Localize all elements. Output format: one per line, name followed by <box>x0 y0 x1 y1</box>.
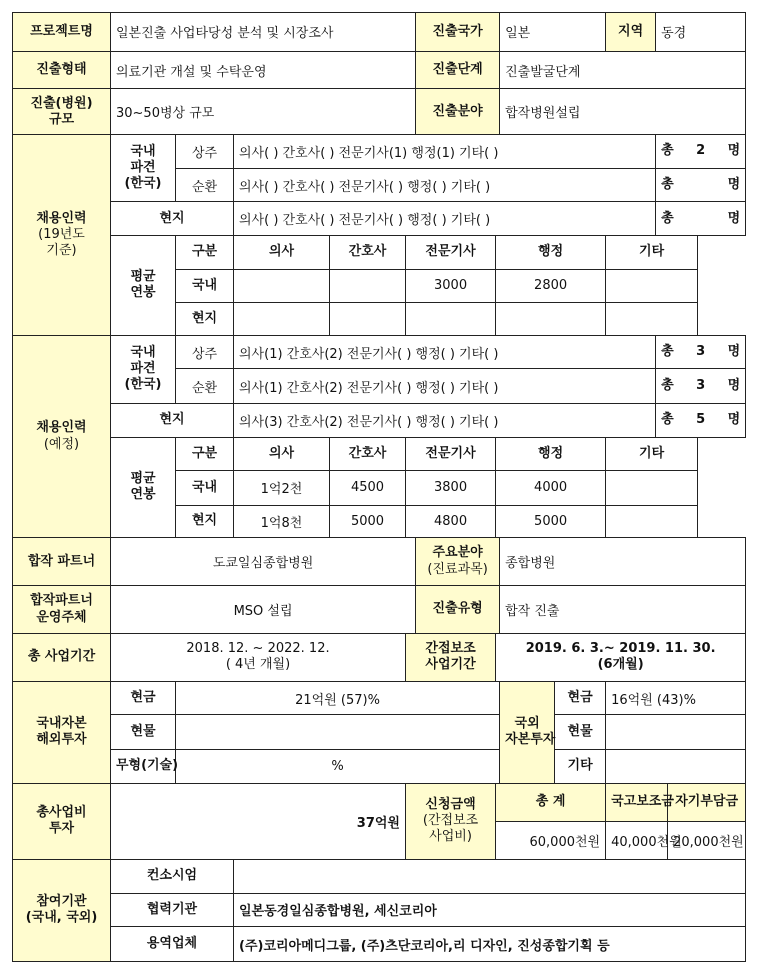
salary-header-other: 기타 <box>606 235 698 269</box>
staff2019-local-text: 의사( ) 간호사( ) 전문기사( ) 행정( ) 기타( ) <box>234 202 656 236</box>
operator-label-line1: 합작파트너 <box>30 593 93 609</box>
f-cash-value: 16억원 (43)% <box>606 681 746 715</box>
salary-label-line2: 연봉 <box>130 487 156 503</box>
intangible-value: % <box>176 750 500 784</box>
partner-label: 합작 파트너 <box>13 538 111 586</box>
operator-label-line2: 운영주체 <box>36 609 87 625</box>
project-name-label: 프로젝트명 <box>13 13 111 52</box>
salary-cell-doctor <box>234 269 330 303</box>
salary-cell-nurse: 4500 <box>330 471 406 506</box>
period-value <box>111 633 406 681</box>
entry-stage-label: 진출단계 <box>416 51 500 89</box>
salary-cell-nurse <box>330 269 406 303</box>
cash-value: 21억원 (57)% <box>176 681 500 715</box>
staff2019-resident-text: 의사( ) 간호사( ) 전문기사(1) 행정(1) 기타( ) <box>234 135 656 169</box>
staffplan-domestic-line3: (한국) <box>124 377 162 393</box>
staff2019-resident-label: 상주 <box>176 135 234 169</box>
staff2019-rotation-text: 의사( ) 간호사( ) 전문기사( ) 행정( ) 기타( ) <box>234 168 656 202</box>
f-other-value <box>606 750 746 784</box>
total-prefix: 총 <box>661 210 674 226</box>
salary-row-label: 현지 <box>176 303 234 336</box>
staffplan-salary-label <box>111 437 176 538</box>
staff2019-domestic-line1: 국내 <box>130 143 156 159</box>
support-period-label <box>406 633 496 681</box>
salary-header-technician: 전문기사 <box>406 235 496 269</box>
period-value-line2: ( 4년 개월) <box>225 657 291 673</box>
country-value: 일본 <box>500 13 606 52</box>
staffplan-rotation-text: 의사(1) 간호사(2) 전문기사( ) 행정( ) 기타( ) <box>234 369 656 404</box>
gov-subsidy-value: 40,000천원 <box>606 822 668 860</box>
entry-field-value: 합작병원설립 <box>500 89 746 135</box>
total-unit: 명 <box>727 412 741 428</box>
salary-cell-technician: 3800 <box>406 471 496 506</box>
service-value: (주)코리아메디그룹, (주)츠단코리아,리 디자인, 진성종합기획 등 <box>234 927 746 962</box>
row-entry-type <box>13 51 746 89</box>
scale-label <box>13 89 111 135</box>
salary-label-line2: 연봉 <box>130 285 156 301</box>
staffplan-label-line2: (예정) <box>43 436 80 452</box>
period-value-line1: 2018. 12. ~ 2022. 12. <box>186 640 330 656</box>
staff2019-label-line2: (19년도 <box>38 226 85 242</box>
scale-label-line2: 규모 <box>48 111 75 127</box>
gov-subsidy-label: 국고보조금 <box>606 783 668 822</box>
apply-label-line2: (간접보조 <box>422 813 479 829</box>
staffplan-rotation-total <box>656 369 746 404</box>
main-field-label-line2: (진료과목) <box>427 561 488 577</box>
staff2019-salary-header-row <box>13 235 746 269</box>
invest-cash-row <box>13 681 746 715</box>
salary-cell-admin <box>496 303 606 336</box>
staffplan-section-label <box>13 335 111 538</box>
country-label: 진출국가 <box>416 13 500 52</box>
operator-label <box>13 586 111 634</box>
support-period-value-line1: 2019. 6. 3.~ 2019. 11. 30. <box>525 641 716 657</box>
main-field-label <box>416 538 500 586</box>
salary-row-label: 현지 <box>176 505 234 538</box>
operator-value: MSO 설립 <box>111 586 416 634</box>
total-num: 3 <box>696 343 706 359</box>
org-consortium-row <box>13 859 746 893</box>
goods-value <box>176 715 500 750</box>
total-num: 2 <box>696 143 706 159</box>
salary-header-doctor: 의사 <box>234 235 330 269</box>
salary-cell-doctor <box>234 303 330 336</box>
total-num: 3 <box>696 377 706 393</box>
support-period-label-line1: 간접보조 <box>425 641 476 657</box>
domestic-invest-label-line1: 국내자본 <box>36 715 87 731</box>
salary-header-nurse: 간호사 <box>330 437 406 471</box>
staffplan-local-text: 의사(3) 간호사(2) 전문기사( ) 행정( ) 기타( ) <box>234 403 656 437</box>
staffplan-domestic-line2: 파견 <box>130 361 156 377</box>
salary-cell-nurse: 5000 <box>330 505 406 538</box>
salary-header-admin: 행정 <box>496 437 606 471</box>
staff2019-section-label <box>13 135 111 336</box>
salary-cell-other <box>606 303 698 336</box>
staffplan-domestic-label <box>111 335 176 403</box>
salary-cell-doctor: 1억8천 <box>234 505 330 538</box>
staffplan-resident-row <box>13 335 746 369</box>
org-service-row <box>13 927 746 962</box>
service-label: 용역업체 <box>111 927 234 962</box>
invest-goods-row <box>13 715 746 750</box>
salary-cell-technician <box>406 303 496 336</box>
staff2019-local-label: 현지 <box>111 202 234 236</box>
main-field-value: 종합병원 <box>500 538 746 586</box>
staffplan-resident-text: 의사(1) 간호사(2) 전문기사( ) 행정( ) 기타( ) <box>234 335 656 369</box>
entry-type-label: 진출유형 <box>416 586 500 634</box>
sum-value: 60,000천원 <box>496 822 606 860</box>
row-period <box>13 633 746 681</box>
salary-cell-admin: 2800 <box>496 269 606 303</box>
sum-label: 총 계 <box>496 783 606 822</box>
period-label: 총 사업기간 <box>13 633 111 681</box>
total-num: 5 <box>696 412 706 428</box>
salary-header-admin: 행정 <box>496 235 606 269</box>
staffplan-local-total <box>656 403 746 437</box>
staff2019-label-line1: 채용인력 <box>36 210 87 226</box>
entry-field-label: 진출분야 <box>416 89 500 135</box>
salary-cell-admin: 5000 <box>496 505 606 538</box>
salary-cell-technician: 3000 <box>406 269 496 303</box>
consortium-value <box>234 859 746 893</box>
budget-label-line1: 총사업비 <box>36 805 87 821</box>
row-project-name <box>13 13 746 52</box>
orgs-label <box>13 859 111 961</box>
staffplan-local-label: 현지 <box>111 403 234 437</box>
salary-cell-other <box>606 471 698 506</box>
staff2019-label-line3: 기준) <box>46 243 77 259</box>
total-unit: 명 <box>727 143 741 159</box>
salary-cell-admin: 4000 <box>496 471 606 506</box>
domestic-invest-label-line2: 해외투자 <box>36 732 87 748</box>
region-label: 지역 <box>606 13 656 52</box>
f-goods-label: 현물 <box>555 715 606 750</box>
main-field-label-line1: 주요분야 <box>432 545 483 561</box>
foreign-invest-label-line2: 자본투자 <box>505 732 556 748</box>
total-unit: 명 <box>727 176 741 192</box>
salary-cell-doctor: 1억2천 <box>234 471 330 506</box>
f-cash-label: 현금 <box>555 681 606 715</box>
intangible-label: 무형(기술) <box>111 750 176 784</box>
total-prefix: 총 <box>661 143 674 159</box>
f-other-label: 기타 <box>555 750 606 784</box>
staff2019-resident-total <box>656 135 746 169</box>
coop-label: 협력기관 <box>111 893 234 927</box>
staffplan-salary-header-row <box>13 437 746 471</box>
invest-intangible-row <box>13 750 746 784</box>
self-burden-label: 자기부담금 <box>668 783 746 822</box>
scale-label-line1: 진출(병원) <box>30 95 93 111</box>
staff2019-domestic-line2: 파견 <box>130 160 156 176</box>
row-scale <box>13 89 746 135</box>
staff2019-domestic-label <box>111 135 176 202</box>
orgs-label-line2: (국내, 국외) <box>25 910 98 926</box>
salary-header-category: 구분 <box>176 235 234 269</box>
apply-label-line1: 신청금액 <box>425 796 476 812</box>
salary-header-technician: 전문기사 <box>406 437 496 471</box>
total-prefix: 총 <box>661 412 674 428</box>
salary-header-other: 기타 <box>606 437 698 471</box>
staff2019-salary-label <box>111 235 176 335</box>
salary-cell-other <box>606 269 698 303</box>
row-operator <box>13 586 746 634</box>
salary-cell-technician: 4800 <box>406 505 496 538</box>
staff2019-resident-row <box>13 135 746 169</box>
foreign-invest-label-line1: 국외 <box>514 715 540 731</box>
staffplan-local-row <box>13 403 746 437</box>
support-period-label-line2: 사업기간 <box>425 657 476 673</box>
total-prefix: 총 <box>661 377 674 393</box>
coop-value: 일본동경일심종합병원, 세신코리아 <box>234 893 746 927</box>
f-goods-value <box>606 715 746 750</box>
org-coop-row <box>13 893 746 927</box>
staffplan-rotation-label: 순환 <box>176 369 234 404</box>
project-name-value: 일본진출 사업타당성 분석 및 시장조사 <box>111 13 416 52</box>
staff2019-domestic-line3: (한국) <box>124 176 162 192</box>
staffplan-label-line1: 채용인력 <box>36 420 87 436</box>
row-partner <box>13 538 746 586</box>
goods-label: 현물 <box>111 715 176 750</box>
total-unit: 명 <box>727 343 741 359</box>
salary-header-nurse: 간호사 <box>330 235 406 269</box>
self-burden-value: 20,000천원 <box>668 822 746 860</box>
scale-value: 30~50병상 규모 <box>111 89 416 135</box>
orgs-label-line1: 참여기관 <box>36 894 87 910</box>
staffplan-resident-total <box>656 335 746 369</box>
partner-value: 도쿄일심종합병원 <box>111 538 416 586</box>
salary-label-line1: 평균 <box>130 471 156 487</box>
cash-label: 현금 <box>111 681 176 715</box>
entry-form-label: 진출형태 <box>13 51 111 89</box>
staff2019-local-row <box>13 202 746 236</box>
staff2019-local-total <box>656 202 746 236</box>
budget-header-row <box>13 783 746 822</box>
staffplan-domestic-line1: 국내 <box>130 344 156 360</box>
salary-header-doctor: 의사 <box>234 437 330 471</box>
staff2019-rotation-label: 순환 <box>176 168 234 202</box>
project-form-table <box>12 12 746 962</box>
entry-type-value: 합작 진출 <box>500 586 746 634</box>
support-period-value-line2: (6개월) <box>597 657 644 673</box>
support-period-value <box>496 633 746 681</box>
total-unit: 명 <box>727 210 741 226</box>
salary-cell-other <box>606 505 698 538</box>
budget-label <box>13 783 111 859</box>
consortium-label: 컨소시엄 <box>111 859 234 893</box>
total-unit: 명 <box>727 377 741 393</box>
salary-row-label: 국내 <box>176 471 234 506</box>
domestic-invest-label <box>13 681 111 783</box>
salary-cell-nurse <box>330 303 406 336</box>
budget-total-value: 37억원 <box>111 783 406 859</box>
total-prefix: 총 <box>661 176 674 192</box>
apply-label-line3: 사업비) <box>429 829 472 845</box>
salary-row-label: 국내 <box>176 269 234 303</box>
staff2019-rotation-total <box>656 168 746 202</box>
total-prefix: 총 <box>661 343 674 359</box>
foreign-invest-label <box>500 681 555 783</box>
staffplan-resident-label: 상주 <box>176 335 234 369</box>
salary-header-category: 구분 <box>176 437 234 471</box>
budget-label-line2: 투자 <box>48 821 75 837</box>
entry-form-value: 의료기관 개설 및 수탁운영 <box>111 51 416 89</box>
apply-amount-label <box>406 783 496 859</box>
region-value: 동경 <box>656 13 746 52</box>
salary-label-line1: 평균 <box>130 269 156 285</box>
entry-stage-value: 진출발굴단계 <box>500 51 746 89</box>
